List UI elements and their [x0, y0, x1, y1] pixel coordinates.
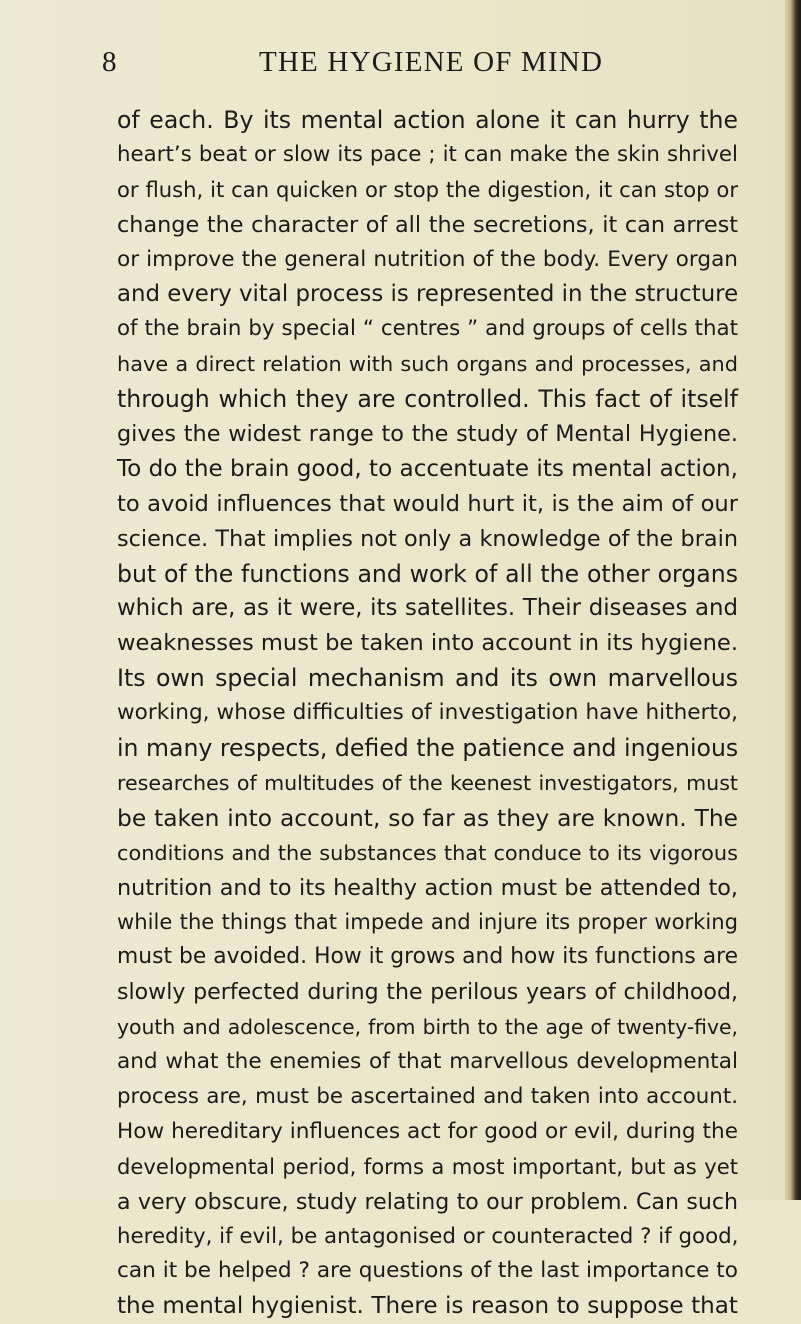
- text-line: working, whose difficulties of investigation have hitherto,: [117, 700, 738, 726]
- text-line: which are, as it were, its satellites. Their diseases and: [117, 595, 738, 622]
- text-line: must be avoided. How it grows and how its functions are: [117, 944, 739, 970]
- text-line: through which they are controlled. This fact of itself: [117, 385, 738, 414]
- text-line: slowly perfected during the perilous years of childhood,: [117, 979, 738, 1006]
- text-line: and what the enemies of that marvellous developmental: [117, 1049, 738, 1075]
- text-line: in many respects, defied the patience and ingenious: [117, 734, 739, 763]
- running-head-title: THE HYGIENE OF MIND: [259, 46, 604, 78]
- text-line: of each. By its mental action alone it can hurry the: [117, 106, 738, 134]
- text-line: conditions and the substances that conduce to its vigorous: [117, 840, 738, 865]
- body-text: [117, 103, 738, 1324]
- text-line: of the brain by special “ centres ” and groups of cells that: [117, 316, 738, 342]
- text-line: nutrition and to its healthy action must be attended to,: [117, 874, 738, 901]
- page-edge-shadow: [785, 0, 801, 1200]
- text-line: gives the widest range to the study of Mental Hygiene.: [117, 421, 738, 448]
- text-line: To do the brain good, to accentuate its mental action,: [117, 455, 738, 482]
- text-line: science. That implies not only a knowledge of the brain: [117, 525, 738, 552]
- text-line: or flush, it can quicken or stop the digestion, it can stop or: [117, 176, 738, 202]
- text-line: How hereditary influences act for good or evil, during the: [117, 1118, 738, 1144]
- text-line: can it be helped ? are questions of the last importance to: [117, 1258, 738, 1284]
- text-line: but of the functions and work of all the other organs: [117, 559, 738, 588]
- text-line: be taken into account, so far as they are known. The: [117, 803, 738, 832]
- text-line: researches of multitudes of the keenest investigators, must: [117, 770, 738, 795]
- text-line: while the things that impede and injure its proper working: [117, 909, 738, 935]
- text-line: the mental hygienist. There is reason to suppose that: [117, 1293, 738, 1320]
- page-number: 8: [102, 46, 117, 78]
- text-line: developmental period, forms a most important, but as yet: [117, 1153, 738, 1179]
- page-header: [0, 44, 785, 84]
- text-line: Its own special mechanism and its own marvellous: [117, 664, 738, 693]
- text-line: have a direct relation with such organs and processes, and: [117, 352, 738, 377]
- text-line: or improve the general nutrition of the body. Every organ: [117, 246, 738, 272]
- text-line: process are, must be ascertained and taken into account.: [117, 1083, 738, 1109]
- text-line: youth and adolescence, from birth to the age of twenty-five,: [117, 1015, 738, 1040]
- text-line: weaknesses must be taken into account in its hygiene.: [117, 630, 739, 657]
- text-line: and every vital process is represented in the structure: [117, 281, 739, 308]
- text-line: to avoid influences that would hurt it, is the aim of our: [117, 490, 738, 517]
- text-line: heart’s beat or slow its pace ; it can make the skin shrivel: [117, 141, 738, 167]
- text-line: heredity, if evil, be antagonised or counteracted ? if good,: [117, 1223, 739, 1249]
- text-line: a very obscure, study relating to our problem. Can such: [117, 1188, 738, 1215]
- text-line: change the character of all the secretions, it can arrest: [117, 211, 738, 238]
